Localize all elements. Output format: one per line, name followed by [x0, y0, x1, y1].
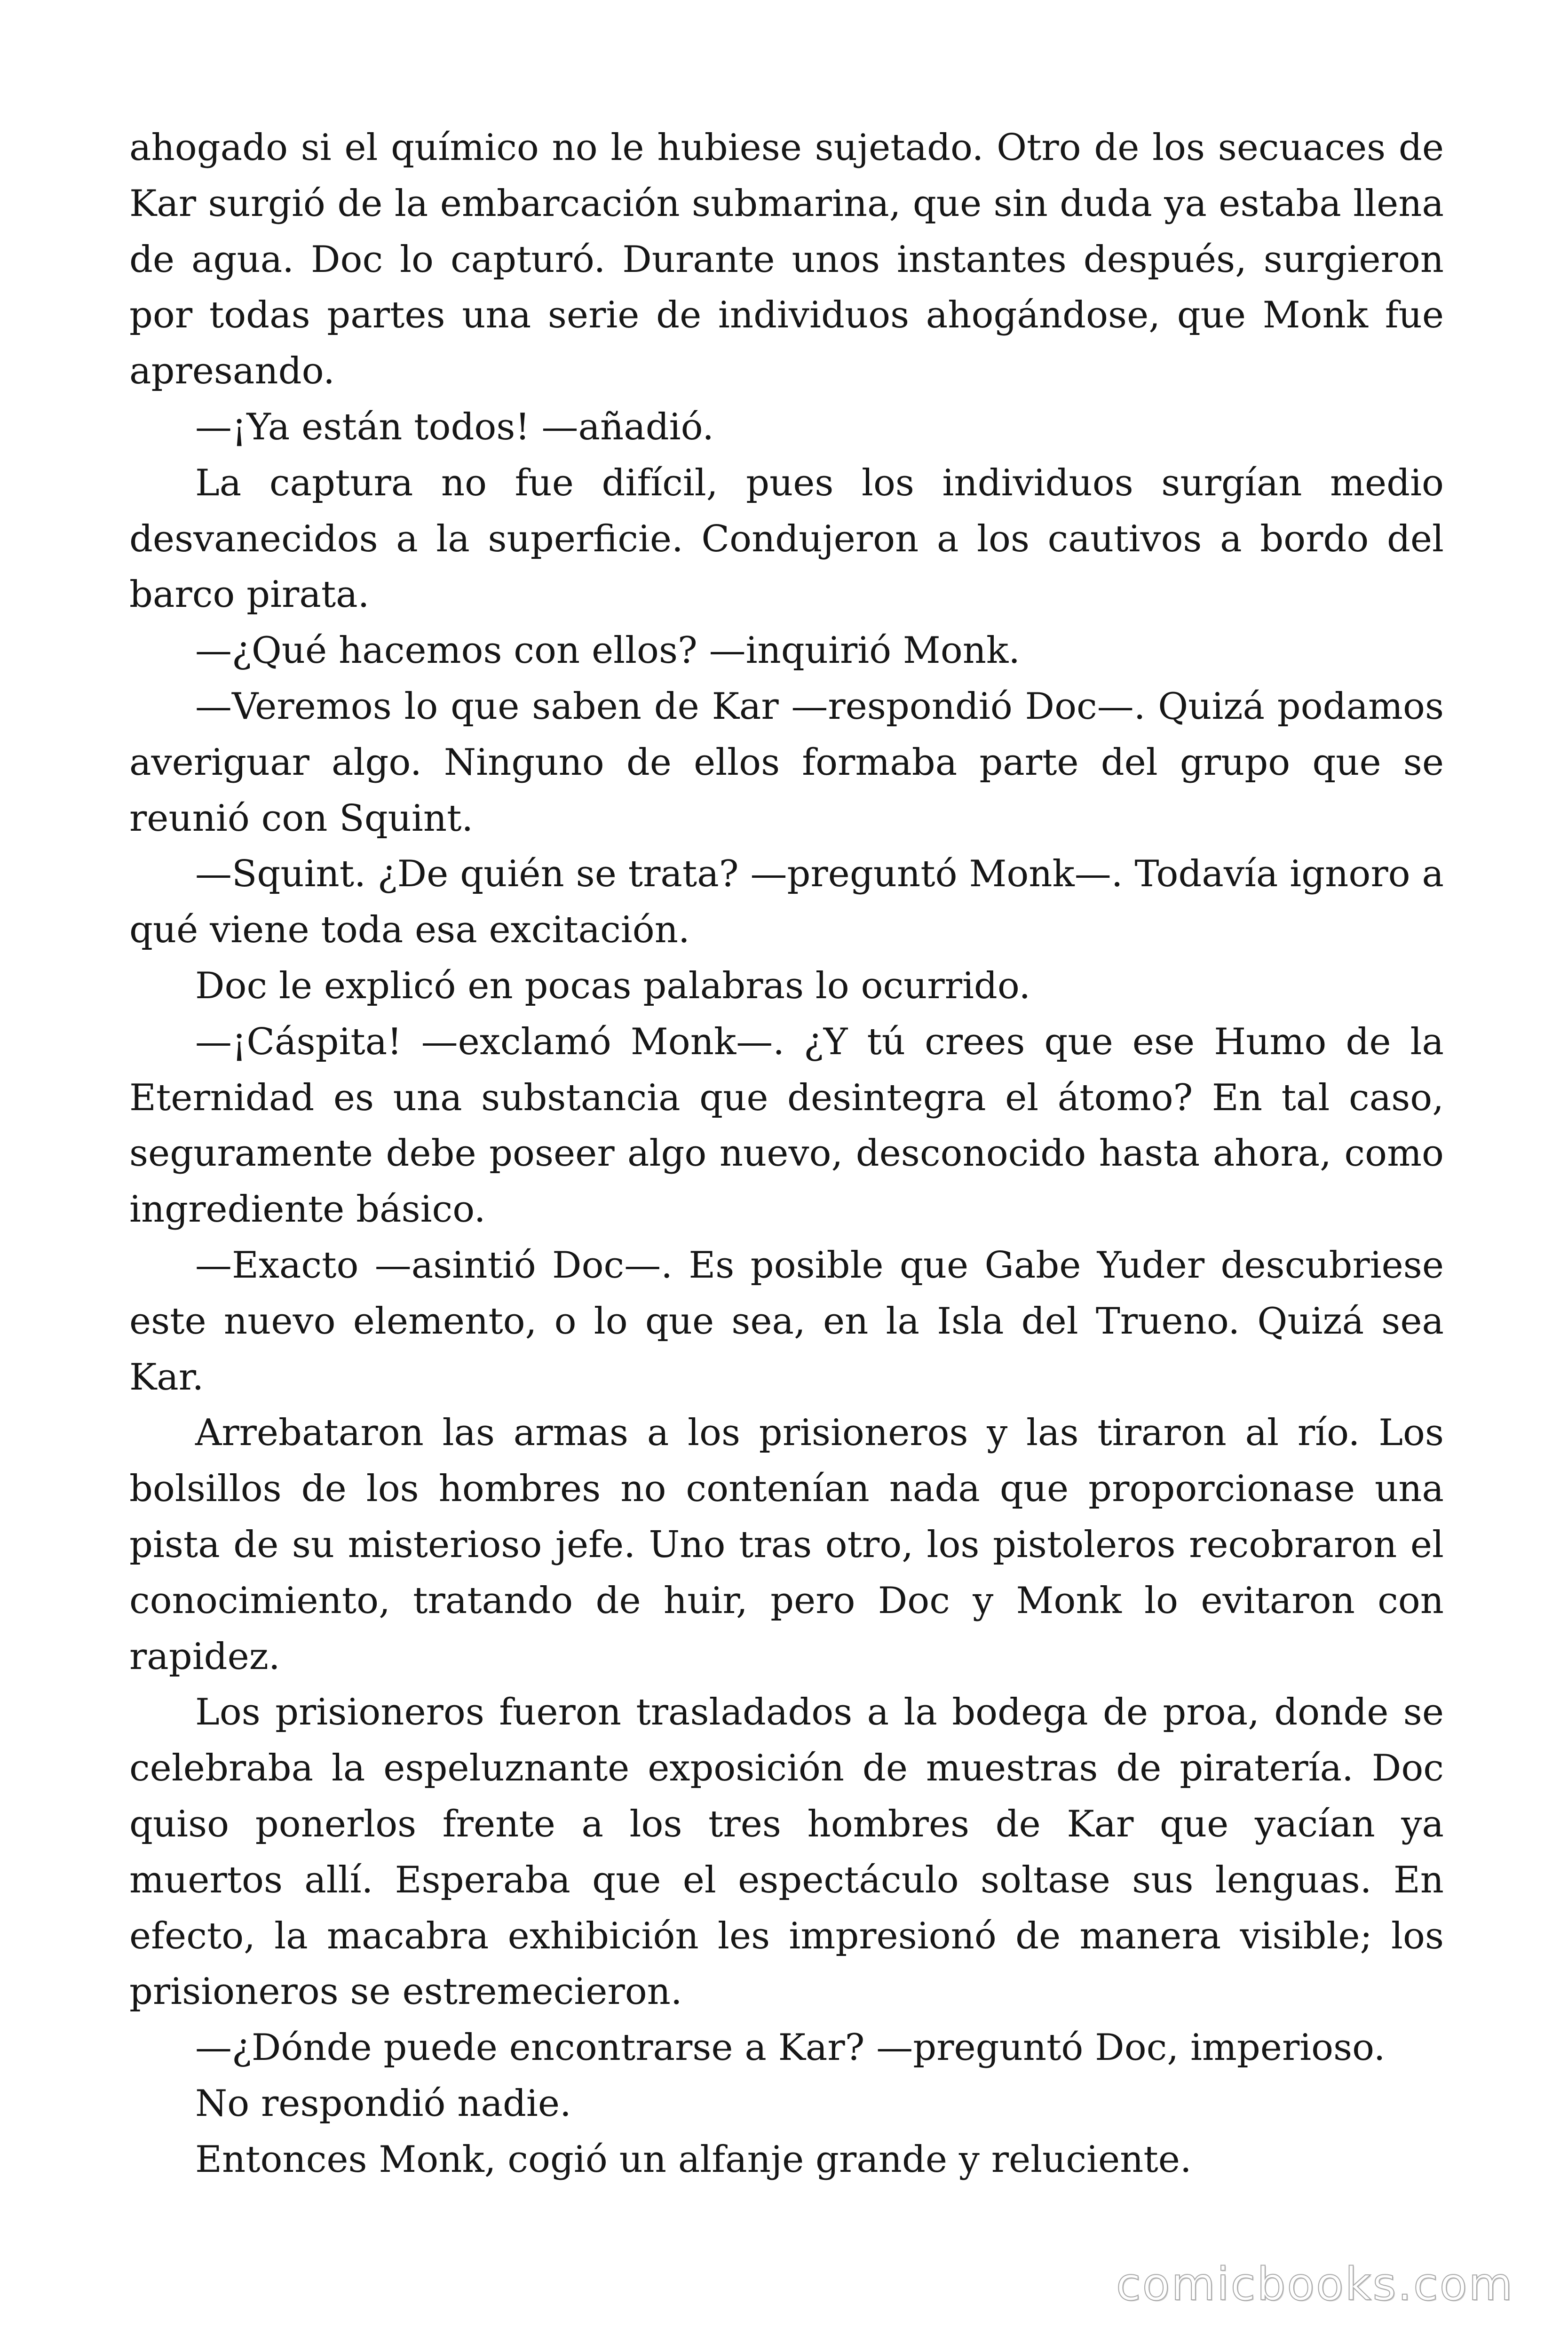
paragraph-8: —¡Cáspita! —exclamó Monk—. ¿Y tú crees que ese Humo de la Eternidad es una substancia que desintegra el átomo? En tal caso, seguramente debe poseer algo nuevo, desconocido hasta ahora, como ingrediente básico. [129, 1020, 1444, 1231]
paragraph-1: ahogado si el químico no le hubiese sujetado. Otro de los secuaces de Kar surgió de la embarcación submarina, que sin duda ya estaba llena de agua. Doc lo capturó. Durante unos instantes después, surgieron por todas partes una serie de individuos ahogándose, que Monk fue apresando. [129, 127, 1444, 393]
page-body [129, 120, 1444, 2187]
paragraph-10: Arrebataron las armas a los prisioneros y las tiraron al río. Los bolsillos de los hombres no contenían nada que proporcionase una pista de su misterioso jefe. Uno tras otro, los pistoleros recobraron el conocimiento, tratando de huir, pero Doc y Monk lo evitaron con rapidez. [129, 1412, 1444, 1678]
watermark: comicbooks.com [1116, 2258, 1514, 2311]
paragraph-12: —¿Dónde puede encontrarse a Kar? —preguntó Doc, imperioso. [195, 2026, 1386, 2069]
paragraph-13: No respondió nadie. [195, 2082, 571, 2125]
paragraph-2: —¡Ya están todos! —añadió. [195, 405, 714, 448]
paragraph-7: Doc le explicó en pocas palabras lo ocurrido. [195, 964, 1031, 1007]
paragraph-6: —Squint. ¿De quién se trata? —preguntó Monk—. Todavía ignoro a qué viene toda esa excitación. [129, 853, 1444, 952]
paragraph-4: —¿Qué hacemos con ellos? —inquirió Monk. [195, 629, 1021, 672]
paragraph-5: —Veremos lo que saben de Kar —respondió Doc—. Quizá podamos averiguar algo. Ninguno de ellos formaba parte del grupo que se reunió con Squint. [129, 685, 1444, 840]
paragraph-11: Los prisioneros fueron trasladados a la bodega de proa, donde se celebraba la espeluznante exposición de muestras de piratería. Doc quiso ponerlos frente a los tres hombres de Kar que yacían ya muertos allí. Esperaba que el espectáculo soltase sus lenguas. En efecto, la macabra exhibición les impresionó de manera visible; los prisioneros se estremecieron. [129, 1691, 1444, 2013]
paragraph-3: La captura no fue difícil, pues los individuos surgían medio desvanecidos a la superficie. Condujeron a los cautivos a bordo del barco pirata. [129, 461, 1444, 616]
paragraph-14: Entonces Monk, cogió un alfanje grande y reluciente. [195, 2138, 1192, 2181]
paragraph-9: —Exacto —asintió Doc—. Es posible que Gabe Yuder descubriese este nuevo elemento, o lo que sea, en la Isla del Trueno. Quizá sea Kar. [129, 1244, 1444, 1398]
